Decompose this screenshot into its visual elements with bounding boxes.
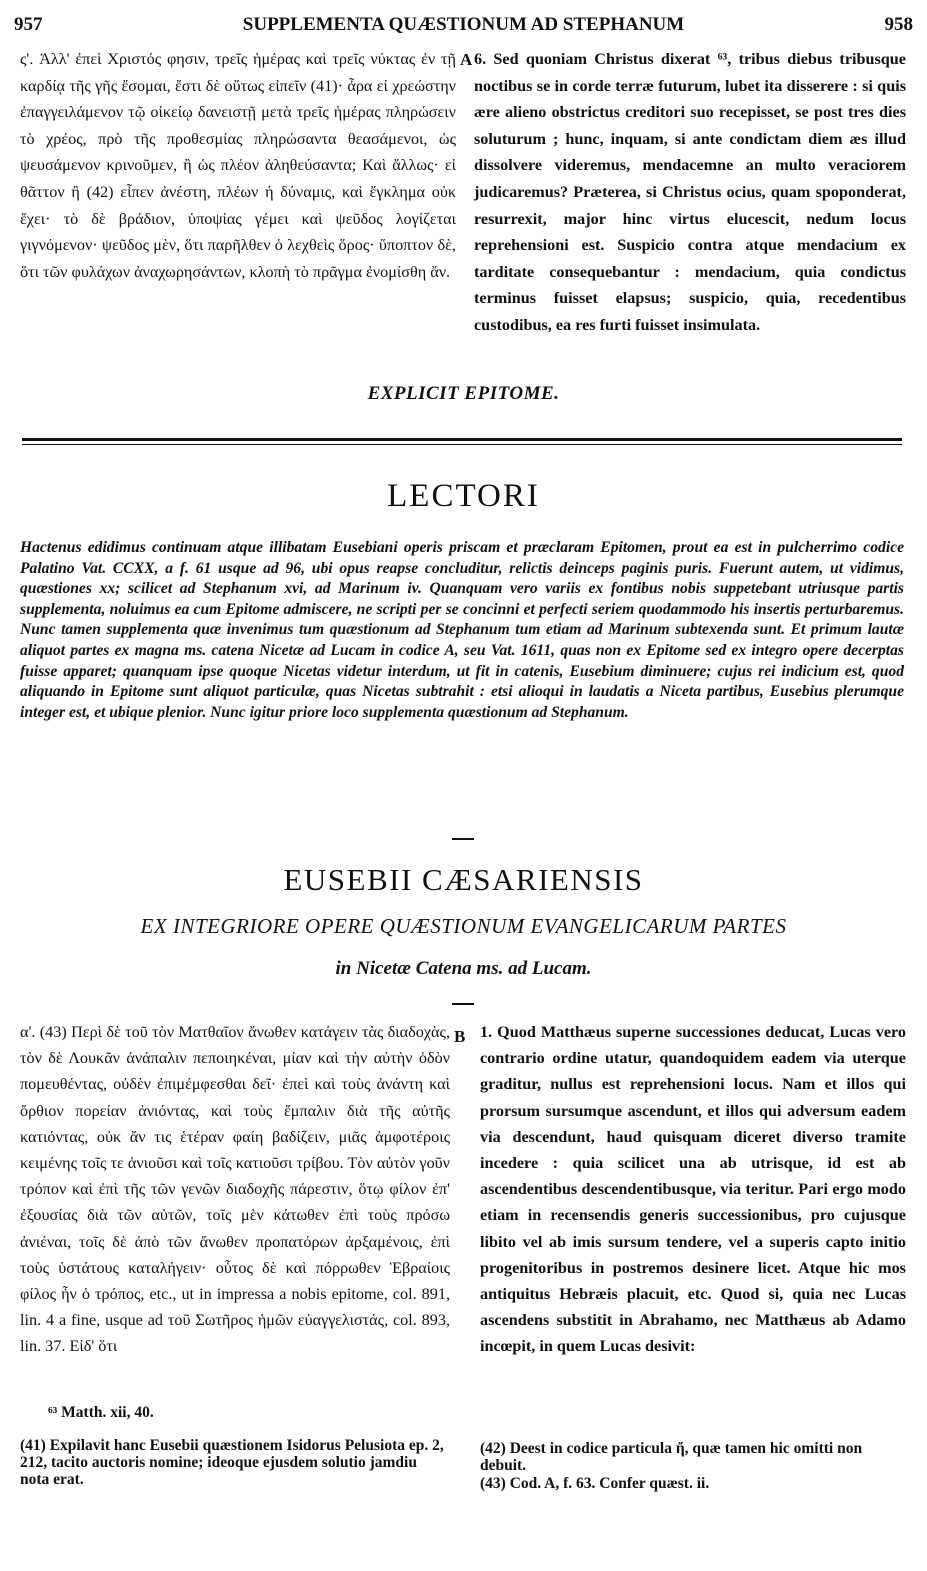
- column-marker-a: A: [460, 50, 473, 69]
- section-title: EUSEBII CÆSARIENSIS: [283, 862, 644, 897]
- scripture-note: ⁶³ Matth. xii, 40.: [48, 1404, 154, 1421]
- divider-rule-thick: [22, 438, 902, 441]
- latin-column-top: 6. Sed quoniam Christus dixerat ⁶³, tribus diebus tribusque noctibus se in corde terræ futurum, lubet ita disserere : si quis ære alieno obstrictus creditori suo recepisset, se post tres dies soluturum ; hunc, inquam, si ante condictam diem æs illud dissolvere videremus, mendacemne an multo veraciorem judicaremus? Præterea, si Christus ocius, quam spoponderat, resurrexit, major hinc virtus elucescit, nedum locus reprehensioni est. Suspicio contra atque mendacium ex tarditate consequebantur : mendacium, quia condictus terminus fuisset elapsus; suspicio, quia, recedentibus custodibus, ea res furti fuisset insimulata.: [474, 50, 906, 334]
- section-dash-1: [452, 838, 474, 840]
- divider-rule-thin: [22, 444, 902, 445]
- right-page-number: 958: [884, 14, 913, 35]
- greek-column-top: ς'. Ἀλλ' ἐπεὶ Χριστός φησιν, τρεῖς ἡμέρας καὶ τρεῖς νύκτας ἐν τῇ καρδίᾳ τῆς γῆς ἔσομαι, ἔστι δὲ οὕτως εἰπεῖν (41)· ἆρα εἰ χρεώστην ἐπαγγειλάμενον τῷ οἰκείῳ δανειστῇ μετὰ τρεῖς ἡμέρας πληρώσειν τὸ χρέος, πρὸ τῆς προθεσμίας πληρώσαντα θεασάμενοι, ὡς ψευσάμενον κρινοῦμεν, ἢ ὡς πλέον ἀληθεύσαντα; Καὶ ἄλλως· εἰ θᾶττον ἢ (42) εἶπεν ἀνέστη, πλέων ἡ δύναμις, καὶ ἔγκλημα οὐκ ἔχει· τὸ δὲ βράδιον, ὑποψίας γέμει καὶ ψεῦδος λογίζεται γιγνόμενον· ψεῦδος μὲν, ὅτι παρῆλθεν ὁ λεχθεὶς ὅρος· ὕποπτον δὲ, ὅτι τῶν φυλάχων ἀναχωρησάντων, κλοπὴ τὸ πρᾶγμα ἐνομίσθη ἄν.: [20, 50, 456, 281]
- latin-column-bottom: 1. Quod Matthæus superne successiones deducat, Lucas vero contrario ordine utatur, quandoquidem eadem via uterque graditur, nullus est reprehensioni locus. Nam et illos qui prorsum sursumque ascendunt, et illos qui adversum eadem via descendunt, haud quisquam diceret diverso tramite incedere : quia scilicet una ab utrisque, id est ab ascendentibus descendentibusque, via teritur. Pari ergo modo etiam in recensendis generis successionibus, pro cujusque libito vel ab imis sursum tendere, vel a superis capto initio progenitoribus in postremos desinere licet. Atque hic mos antiquitus Hebræis placuit, etc. Quod si, quia nec Lucas ascendens substitit in Abrahamo, nec Matthæus ab Adamo incœpit, in quem Lucas desivit:: [480, 1023, 906, 1356]
- explicit-line: EXPLICIT EPITOME.: [367, 383, 560, 404]
- footnote-41: (41) Expilavit hanc Eusebii quæstionem Isidorus Pelusiota ep. 2, 212, tacito auctoris nomine; ideoque ejusdem solutio jamdiu nota erat.: [20, 1437, 444, 1488]
- footnote-42: (42) Deest in codice particula ἤ, quæ tamen hic omitti non debuit.: [480, 1440, 863, 1474]
- greek-column-bottom: α'. (43) Περὶ δὲ τοῦ τὸν Ματθαῖον ἄνωθεν κατάγειν τὰς διαδοχὰς, τὸν δὲ Λουκᾶν ἀνάπαλιν πεποιηκέναι, μίαν καὶ τὴν αὐτὴν ὁδὸν πομευθέντας, οὐδὲν ἐπιμέμφεσθαι δεῖ· ἐπεὶ καὶ τοὺς ἀνάντη καὶ ὄρθιον πορείαν ἀνιόντας, καὶ τοὺς ἔμπαλιν διὰ τῆς αὐτῆς κατιόντας, οὐκ ἄν τις ἑτέραν φαίη βαδίζειν, μιᾶς ἀμφοτέροις κειμένης τοῖς τε ἀνιοῦσι καὶ τοῖς κατιοῦσι τρίβου. Τὸν αὐτὸν γοῦν τρόπον καὶ ἐπὶ τῆς τῶν γενῶν διαδοχῆς πάρεστιν, ὅτῳ φίλον ἐπ' ἐξουσίας διὰ τῶν αὐτῶν, τοῖς μὲν κάτωθεν ἐπὶ τοὺς πρόσω ἀνιέναι, τοῖς δὲ ἀπὸ τῶν ἄνωθεν προπατόρων ἀρξαμένοις, ἐπὶ τοὺς ὑστάτους καταλήγειν· οὗτος δὲ καὶ πόρρωθεν Ἑβραίοις φίλος ἦν ὁ τρόπος, etc., ut in impressa a nobis epitome, col. 891, lin. 4 a fine, usque ad τοῦ Σωτῆρος ἡμῶν εὐαγγελιστάς, col. 893, lin. 37. Εἰδ' ὅτι: [20, 1023, 450, 1356]
- footnote-43: (43) Cod. A, f. 63. Confer quæst. ii.: [480, 1475, 710, 1492]
- lectori-heading: LECTORI: [387, 478, 540, 514]
- section-dash-2: [452, 1003, 474, 1005]
- column-marker-b: B: [454, 1027, 466, 1046]
- running-title: SUPPLEMENTA QUÆSTIONUM AD STEPHANUM: [242, 14, 685, 35]
- lectori-body: Hactenus edidimus continuam atque illibatam Eusebiani operis priscam et præclaram Epitomen, prout ea est in pulcherrimo codice Palatino Vat. CCXX, a f. 61 usque ad 96, ubi opus reapse concluditur, relictis deinceps paginis puris. Fuerunt autem, ut vidimus, quæstiones xx; scilicet ad Stephanum xvi, ad Marinum iv. Quanquam vero variis ex fontibus nobis suppetebant utriusque partis supplementa, noluimus ea cum Epitome admiscere, ne scripti per se concinni et perfecti seriem quodammodo his insertis perturbaremus. Nunc tamen supplementa quæ invenimus tum quæstionum ad Stephanum tum etiam ad Marinum subtexenda sunt. Et primum lautæ aliquot partes ex magna ms. catena Nicetæ ad Lucam in codice A, seu Vat. 1611, quas non ex Epitome sed ex integro opere decerptas fuisse apparet; quanquam ipse quoque Nicetas videtur interdum, ut fit in catenis, Eusebium diminuere; cujus rei indicium est, quod aliquando in Epitome sunt aliquot particulæ, quas Nicetas subtrahit : etsi alioqui in laudatis a Niceta partibus, Eusebius plerumque integer est, et ubique plenior. Nunc igitur priore loco supplementa quæstionum ad Stephanum.: [20, 539, 904, 721]
- running-head: [14, 14, 913, 40]
- section-subsubtitle: in Nicetæ Catena ms. ad Lucam.: [335, 958, 592, 979]
- section-subtitle: EX INTEGRIORE OPERE QUÆSTIONUM EVANGELICARUM PARTES: [140, 914, 787, 938]
- left-page-number: 957: [14, 14, 43, 35]
